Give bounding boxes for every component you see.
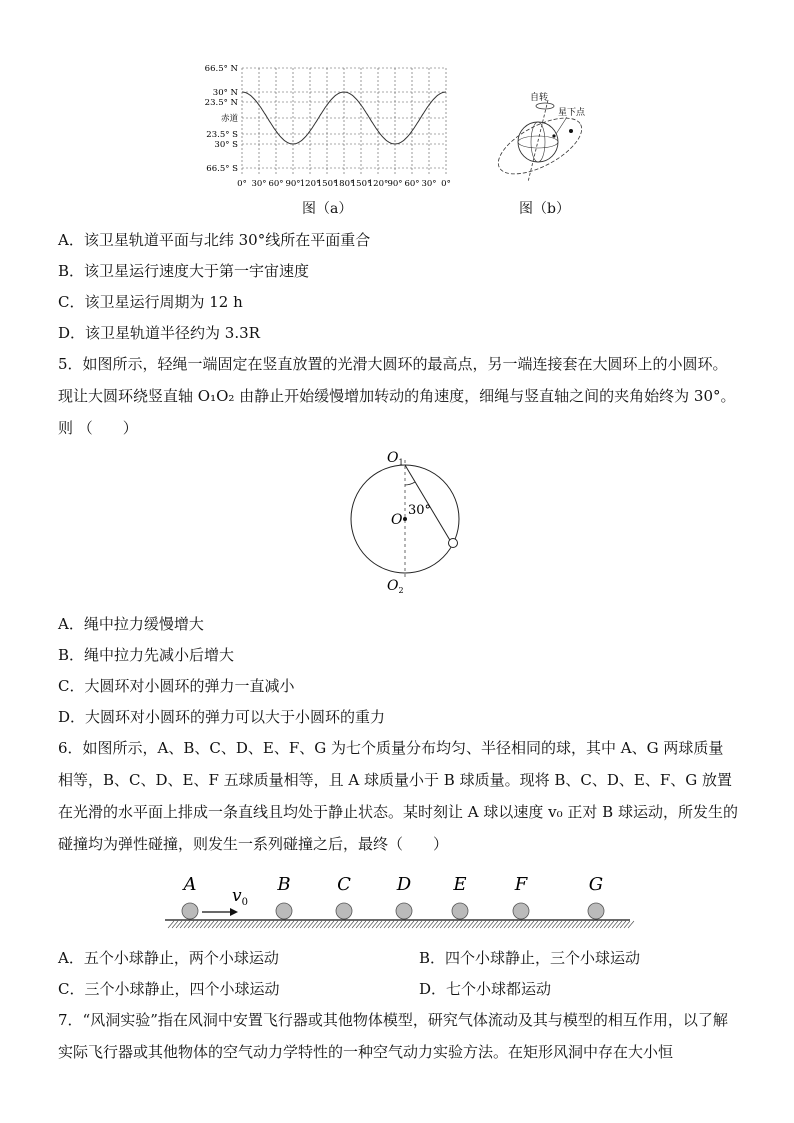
- q5-option-d: D．大圆环对小圆环的弹力可以大于小圆环的重力: [58, 708, 386, 726]
- y-tick-label: 23.5° S: [206, 130, 238, 140]
- ball-label: E: [453, 874, 467, 895]
- x-tick-label: 120°: [299, 179, 321, 189]
- x-tick-label: 0°: [237, 179, 247, 189]
- x-tick-label: 30°: [251, 179, 267, 189]
- x-tick-label: 180°: [333, 179, 355, 189]
- satellite-orbit: [490, 107, 590, 186]
- q4-option-a: A．该卫星轨道平面与北纬 30°线所在平面重合: [58, 231, 371, 249]
- subpoint-label: 星下点: [558, 108, 586, 118]
- x-tick-label: 60°: [404, 179, 420, 189]
- q6-option-d: D．七个小球都运动: [419, 980, 552, 998]
- ball-label: D: [396, 874, 412, 895]
- q6-option-b: B．四个小球静止，三个小球运动: [419, 949, 641, 967]
- ball: [276, 903, 292, 919]
- x-tick-label: 90°: [387, 179, 403, 189]
- q6-balls-diagram: [160, 868, 640, 934]
- ball-label: C: [337, 874, 351, 895]
- subpoint-pointer: [556, 117, 567, 134]
- ball-label: F: [514, 874, 528, 895]
- velocity-label: $v_0$: [232, 886, 248, 908]
- q7-stem: 7．“风洞实验”指在风洞中安置飞行器或其他物体模型，研究气体流动及其与模型的相互作用，以了解实际飞行器或其他物体的空气动力学特性的一种空气动力实验方法。在矩形风洞中存在大小恒: [58, 1011, 728, 1061]
- figure-b-orbit-diagram: [488, 86, 598, 191]
- ball: [336, 903, 352, 919]
- q6-stem: 6．如图所示，A、B、C、D、E、F、G 为七个质量分布均匀、半径相同的球，其中 A、G 两球质量相等，B、C、D、E、F 五球质量相等，且 A 球质量小于 B 球质量。现将 B、C、D、E、F、G 放置在光滑的水平面上排成一条直线且均处于静止状态。某时刻让 A 球以速度 v₀ 正对 B 球运动，所发生的碰撞均为弹性碰撞，则发生一系列碰撞之后，最终（ ）: [58, 739, 738, 853]
- x-tick-label: 150°: [350, 179, 372, 189]
- ball: [588, 903, 604, 919]
- y-tick-label: 23.5° N: [204, 98, 238, 108]
- y-tick-label: 30° S: [214, 140, 238, 150]
- velocity-arrowhead: [230, 908, 238, 916]
- earth-sphere: [518, 122, 558, 162]
- y-tick-label: 66.5° S: [206, 164, 238, 174]
- earth-meridian: [531, 122, 545, 162]
- ball: [396, 903, 412, 919]
- q5-option-c: C．大圆环对小圆环的弹力一直减小: [58, 677, 295, 695]
- y-tick-label: 30° N: [212, 88, 238, 98]
- center-dot: [403, 517, 407, 521]
- label-o1: $O_1$: [387, 450, 404, 467]
- figure-a-caption: 图（a）: [302, 201, 353, 217]
- ball: [513, 903, 529, 919]
- earth-equator: [518, 136, 558, 148]
- x-tick-label: 30°: [421, 179, 437, 189]
- q4-option-d: D．该卫星轨道半径约为 3.3R: [58, 324, 260, 342]
- q4-option-c: C．该卫星运行周期为 12 h: [58, 293, 243, 311]
- x-tick-label: 90°: [285, 179, 301, 189]
- x-tick-label: 60°: [268, 179, 284, 189]
- ball: [182, 903, 198, 919]
- q5-option-b: B．绳中拉力先减小后增大: [58, 646, 235, 664]
- y-tick-label: 66.5° N: [204, 64, 238, 74]
- ball-label: B: [277, 874, 291, 895]
- label-o2: $O_2$: [387, 578, 404, 595]
- q5-ring-diagram: [340, 444, 480, 600]
- label-o: O: [391, 512, 403, 528]
- x-tick-label: 150°: [316, 179, 338, 189]
- figure-b-caption: 图（b）: [519, 201, 570, 217]
- x-tick-label: 0°: [441, 179, 451, 189]
- small-ring: [449, 539, 458, 548]
- rotation-arrow: [536, 103, 554, 109]
- x-tick-label: 120°: [367, 179, 389, 189]
- y-tick-label: 赤道: [220, 114, 238, 124]
- q4-option-b: B．该卫星运行速度大于第一宇宙速度: [58, 262, 310, 280]
- q5-option-a: A．绳中拉力缓慢增大: [58, 615, 204, 633]
- label-angle: 30°: [408, 503, 432, 518]
- ball-label: G: [588, 874, 604, 895]
- q5-stem: 5．如图所示，轻绳一端固定在竖直放置的光滑大圆环的最高点，另一端连接套在大圆环上的小圆环。现让大圆环绕竖直轴 O₁O₂ 由静止开始缓慢增加转动的角速度，细绳与竖直轴之间的夹角始终为 30°。则 （ ）: [58, 355, 736, 437]
- ball: [452, 903, 468, 919]
- rotation-label: 自转: [530, 93, 549, 103]
- q6-option-c: C．三个小球静止，四个小球运动: [58, 980, 280, 998]
- q6-option-a: A．五个小球静止，两个小球运动: [58, 949, 279, 967]
- angle-arc: [405, 482, 415, 485]
- satellite-dot: [569, 129, 573, 133]
- subpoint-dot: [552, 134, 555, 137]
- figure-a-ground-track-chart: [200, 62, 460, 192]
- ball-label: A: [183, 874, 197, 895]
